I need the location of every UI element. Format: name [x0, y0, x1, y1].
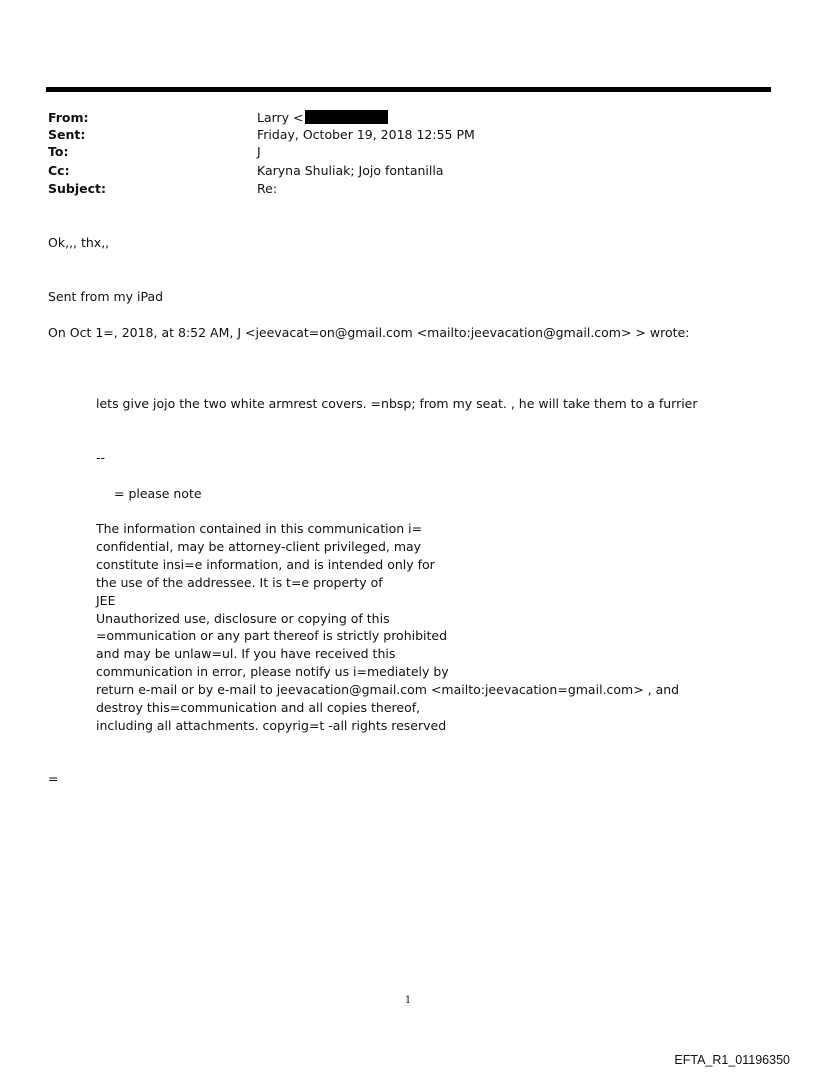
disclaimer-line: and may be unlaw=ul. If you have received this [96, 646, 396, 662]
disclaimer-line: confidential, may be attorney-client privileged, may [96, 538, 422, 554]
subject-value: Re: [257, 181, 278, 196]
sent-label: Sent: [48, 127, 86, 142]
signature-text: Sent from my iPad [48, 289, 164, 304]
from-label: From: [48, 110, 89, 125]
confidentiality-disclaimer [96, 520, 679, 735]
quote-intro: On Oct 1=, 2018, at 8:52 AM, J <jeevacat=on@gmail.com <mailto:jeevacation@gmail.com> > wrote: [48, 325, 690, 340]
disclaimer-line: The information contained in this communication i= [96, 521, 423, 536]
disclaimer-line: constitute insi=e information, and is intended only for [96, 556, 435, 572]
from-name: Larry < [257, 110, 304, 125]
page-number: 1 [404, 995, 412, 1006]
from-value [257, 109, 388, 127]
disclaimer-line: return e-mail or by e-mail to jeevacation@gmail.com <mailto:jeevacation=gmail.com> , and [96, 682, 680, 698]
trailing-equals: = [48, 771, 59, 786]
redaction-box [305, 110, 388, 124]
signature-separator: -- [96, 450, 106, 465]
disclaimer-line: the use of the addressee. It is t=e property of [96, 574, 383, 590]
to-label: To: [48, 144, 69, 159]
disclaimer-line: =ommunication or any part thereof is strictly prohibited [96, 628, 448, 644]
disclaimer-line: Unauthorized use, disclosure or copying of this [96, 610, 390, 626]
please-note: = please note [114, 486, 202, 501]
quoted-message: lets give jojo the two white armrest covers. =nbsp; from my seat. , he will take them to a furrier [96, 396, 698, 411]
disclaimer-line: including all attachments. copyrig=t -all rights reserved [96, 717, 447, 733]
reply-text: Ok,,, thx,, [48, 235, 110, 250]
to-value: J [257, 144, 261, 159]
sent-value: Friday, October 19, 2018 12:55 PM [257, 127, 475, 142]
disclaimer-line: JEE [96, 592, 116, 608]
header-rule [46, 87, 771, 92]
disclaimer-line: destroy this=communication and all copies thereof, [96, 700, 421, 716]
subject-label: Subject: [48, 181, 106, 196]
bates-number: EFTA_R1_01196350 [674, 1053, 790, 1067]
cc-label: Cc: [48, 163, 70, 178]
cc-value: Karyna Shuliak; Jojo fontanilla [257, 163, 444, 178]
disclaimer-line: communication in error, please notify us i=mediately by [96, 664, 449, 680]
